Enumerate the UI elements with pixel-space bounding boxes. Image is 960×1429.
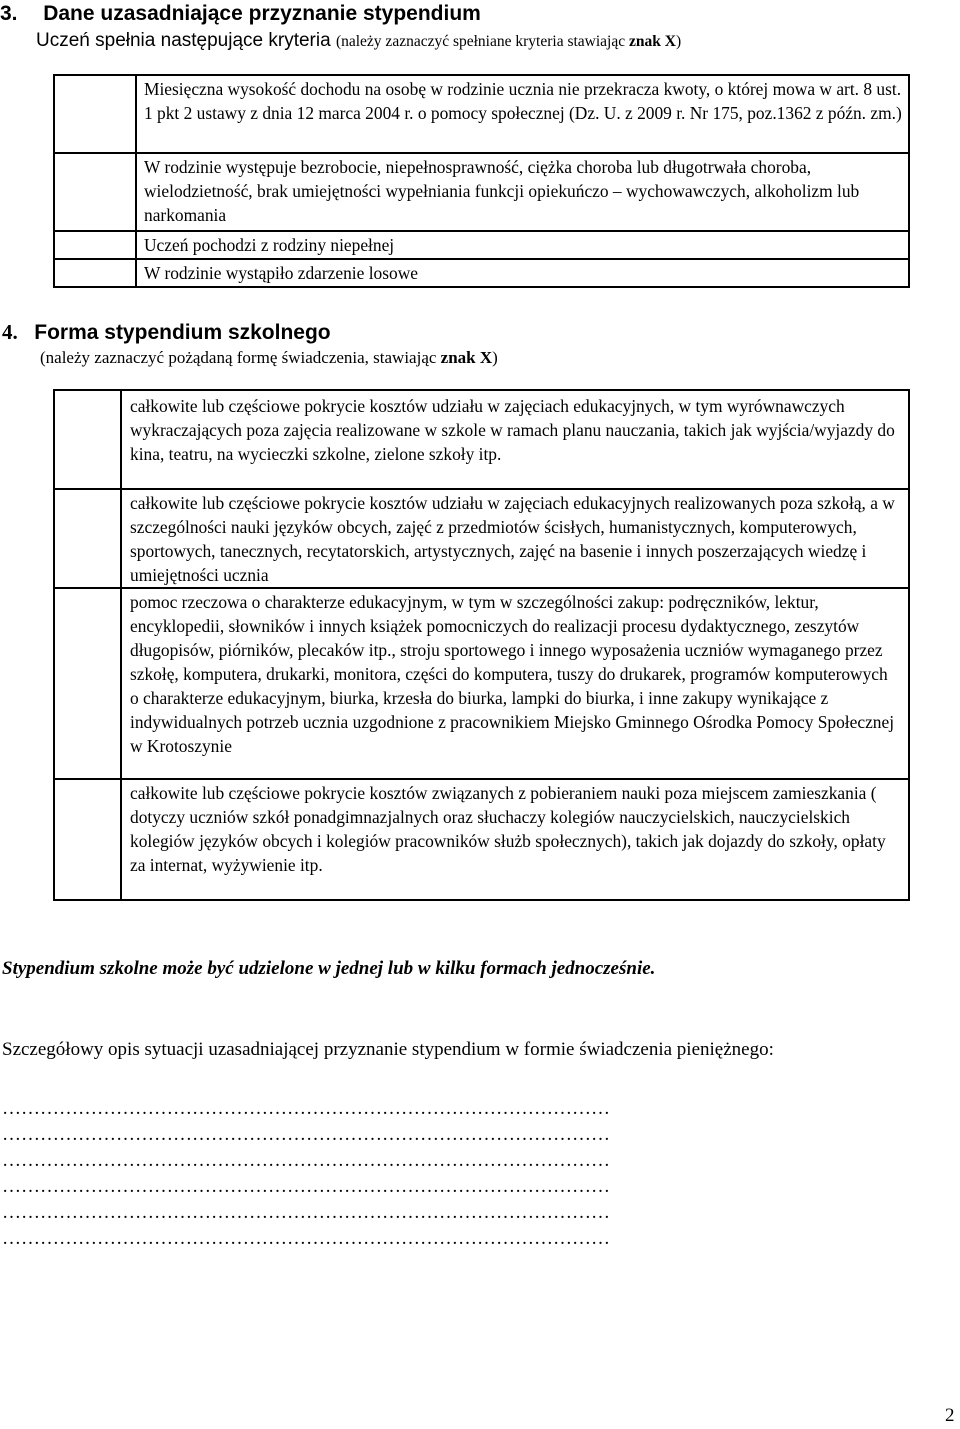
forms-row: [54, 779, 909, 900]
section-3-subtitle: Uczeń spełnia następujące kryteria: [36, 30, 331, 51]
criteria-checkbox-single-parent[interactable]: [54, 231, 136, 259]
forms-note: Stypendium szkolne może być udzielone w jednej lub w kilku formach jednocześnie.: [2, 958, 656, 979]
form-checkbox-classes-outside-school[interactable]: [54, 489, 121, 588]
description-label: Szczegółowy opis sytuacji uzasadniającej przyznanie stypendium w formie świadczenia pieniężnego:: [2, 1039, 774, 1060]
criteria-checkbox-income[interactable]: [54, 75, 136, 153]
dotted-line[interactable]: ……………………………………………………………………………………: [2, 1124, 610, 1145]
criteria-checkbox-family-issues[interactable]: [54, 153, 136, 231]
page-number: 2: [945, 1405, 955, 1426]
dotted-line[interactable]: ……………………………………………………………………………………: [2, 1176, 610, 1197]
section-3-subtitle-line: [36, 30, 681, 52]
section-4-title: Forma stypendium szkolnego: [34, 321, 331, 344]
criteria-text-random-event: W rodzinie wystąpiło zdarzenie losowe: [136, 259, 909, 287]
forms-row: [54, 588, 909, 779]
section-3-title: Dane uzasadniające przyznanie stypendium: [43, 2, 481, 25]
form-checkbox-material-aid[interactable]: [54, 588, 121, 779]
criteria-row: [54, 153, 909, 231]
criteria-text-family-issues: W rodzinie występuje bezrobocie, niepełnosprawność, ciężka choroba lub długotrwała choroba, wielodzietność, brak umiejętności wypełniania funkcji opiekuńczo – wychowawczych, alkoholizm lub narkomania: [136, 153, 909, 231]
section-4-number: 4.: [2, 320, 18, 344]
form-text-classes-outside-school: całkowite lub częściowe pokrycie kosztów udziału w zajęciach edukacyjnych realizowanych poza szkołą, a w szczególności nauki języków obcych, zajęć z przedmiotów ścisłych, humanistycznych, komputerowych, sportowych, tanecznych, recytatorskich, artystycznych, zajęć na basenie i innych poszerzających wiedzę i umiejętności ucznia: [121, 489, 909, 588]
section-3-heading: [0, 2, 481, 26]
section-3-number: 3.: [0, 2, 18, 25]
forms-row: [54, 489, 909, 588]
criteria-row: [54, 75, 909, 153]
forms-row: [54, 390, 909, 489]
dotted-line[interactable]: ……………………………………………………………………………………: [2, 1228, 610, 1249]
section-4-heading: [2, 320, 331, 345]
dotted-line[interactable]: ……………………………………………………………………………………: [2, 1098, 610, 1119]
section-4-instruction: (należy zaznaczyć pożądaną formę świadczenia, stawiając znak X): [40, 348, 498, 367]
dotted-line[interactable]: ……………………………………………………………………………………: [2, 1202, 610, 1223]
form-text-material-aid: pomoc rzeczowa o charakterze edukacyjnym, w tym w szczególności zakup: podręczników, lektur, encyklopedii, słowników i innych książek pomocniczych do realizacji procesu dydaktycznego, zeszytów długopisów, piórników, plecaków itp., stroju sportowego i innego wyposażenia uczniów wymaganego przez szkołę, komputera, drukarki, monitora, części do komputera, tuszy do drukarek, programów komputerowych o charakterze edukacyjnym, biurka, krzesła do biurka, lampki do biurka, i inne zakupy wynikające z indywidualnych potrzeb ucznia uzgodnione z pracownikiem Miejsko Gminnego Ośrodka Pomocy Społecznej w Krotoszynie: [121, 588, 909, 779]
form-text-classes-in-school: całkowite lub częściowe pokrycie kosztów udziału w zajęciach edukacyjnych, w tym wyrównawczych wykraczających poza zajęcia realizowane w szkole w ramach planu nauczania, takich jak wyjścia/wyjazdy do kina, teatru, na wycieczki szkolne, zielone szkoły itp.: [121, 390, 909, 489]
form-checkbox-classes-in-school[interactable]: [54, 390, 121, 489]
criteria-row: [54, 231, 909, 259]
dotted-line[interactable]: ……………………………………………………………………………………: [2, 1150, 610, 1171]
criteria-checkbox-random-event[interactable]: [54, 259, 136, 287]
form-checkbox-education-away[interactable]: [54, 779, 121, 900]
form-text-education-away: całkowite lub częściowe pokrycie kosztów związanych z pobieraniem nauki poza miejscem zamieszkania ( dotyczy uczniów szkół ponadgimnazjalnych oraz słuchaczy kolegiów nauczycielskich, nauczycielskich kolegiów języków obcych i kolegiów pracowników służb społecznych), takich jak dojazdy do szkoły, opłaty za internat, wyżywienie itp.: [121, 779, 909, 900]
section-3-instruction: (należy zaznaczyć spełniane kryteria stawiając znak X): [335, 33, 682, 50]
forms-table: [53, 389, 910, 901]
criteria-table: [53, 74, 910, 288]
criteria-text-income: Miesięczna wysokość dochodu na osobę w rodzinie ucznia nie przekracza kwoty, o której mowa w art. 8 ust. 1 pkt 2 ustawy z dnia 12 marca 2004 r. o pomocy społecznej (Dz. U. z 2009 r. Nr 175, poz.1362 z późn. zm.): [136, 75, 909, 153]
criteria-row: [54, 259, 909, 287]
criteria-text-single-parent: Uczeń pochodzi z rodziny niepełnej: [136, 231, 909, 259]
answer-lines[interactable]: [2, 1096, 847, 1252]
